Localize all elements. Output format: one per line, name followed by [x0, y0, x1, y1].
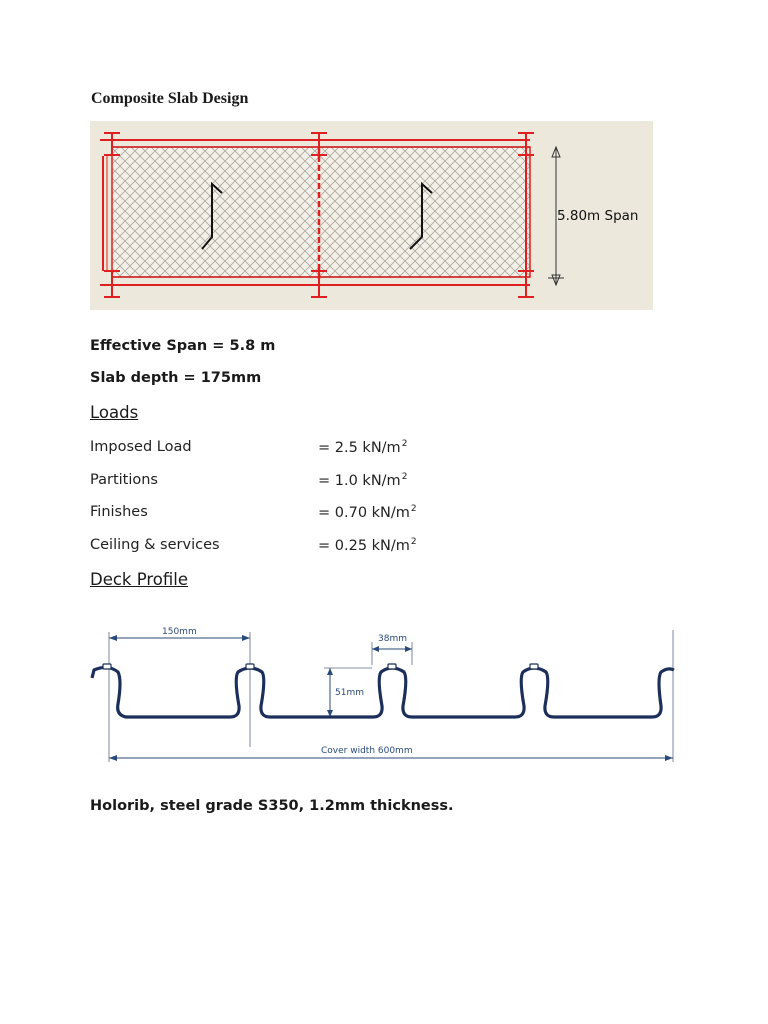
- deck-note: Holorib, steel grade S350, 1.2mm thickness.: [90, 798, 454, 814]
- load-label-imposed: Imposed Load: [90, 439, 192, 455]
- load-value-ceiling: = 0.25 $kN/m^2$: [318, 537, 417, 554]
- span-label: 5.80m Span: [557, 208, 639, 224]
- slab-depth: Slab depth = 175mm: [90, 370, 262, 386]
- depth-label: 51mm: [335, 688, 364, 698]
- load-label-finishes: Finishes: [90, 504, 148, 520]
- top-width-dimension: [372, 646, 412, 652]
- cover-width-label: Cover width 600mm: [321, 746, 413, 756]
- extension-lines: [109, 630, 673, 762]
- load-value-finishes: = 0.70 $kN/m^2$: [318, 504, 417, 521]
- load-label-partitions: Partitions: [90, 472, 158, 488]
- depth-dimension: [327, 668, 333, 717]
- load-value-partitions: = 1.0 $kN/m^2$: [318, 472, 408, 489]
- load-label-ceiling: Ceiling & services: [90, 537, 220, 553]
- effective-span: Effective Span = 5.8 m: [90, 338, 276, 354]
- deck-profile-shape: [92, 667, 674, 717]
- document-title: Composite Slab Design: [91, 90, 249, 107]
- loads-heading: Loads: [90, 403, 139, 422]
- slab-plan-figure: [90, 121, 653, 310]
- rib-lugs: [103, 664, 538, 669]
- pitch-label: 150mm: [162, 627, 197, 637]
- load-value-imposed: = 2.5 $kN/m^2$: [318, 439, 408, 456]
- top-width-label: 38mm: [378, 634, 407, 644]
- deck-profile-heading: Deck Profile: [90, 570, 189, 589]
- deck-profile-figure: [90, 620, 680, 770]
- slab-panel: [112, 147, 530, 277]
